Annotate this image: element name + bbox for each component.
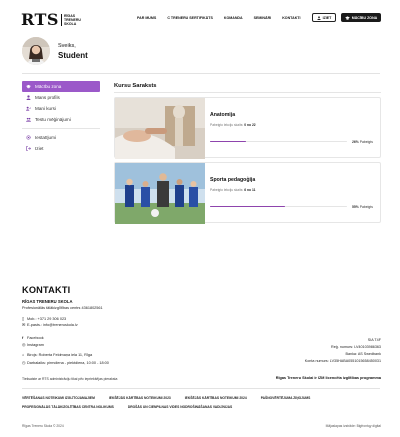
progress-text: [352, 205, 373, 209]
footer-links-row-1: [22, 396, 310, 400]
progress-bar: [210, 141, 347, 142]
footer-link[interactable]: VĒRTĒŠANAS NOTEIKUMI IZGLĪTOJAMAJIEM: [22, 396, 95, 400]
footer-address: [22, 353, 92, 357]
location-icon: ⌂: [22, 353, 25, 357]
progress-value: 55%: [352, 204, 359, 209]
divider: [22, 73, 380, 74]
instagram-icon: ◎: [22, 343, 26, 347]
course-title: Anatomija: [210, 112, 236, 118]
divider: [114, 92, 381, 93]
footer-hours: [22, 360, 109, 365]
graduation-cap-icon: [26, 84, 31, 89]
nav-kontakti[interactable]: KONTAKTI: [282, 16, 301, 20]
sidebar-item-label: Iestatījumi: [35, 134, 56, 140]
nav-komanda[interactable]: KOMANDA: [223, 16, 243, 20]
facebook-icon: f: [22, 336, 24, 340]
gear-icon: [26, 135, 31, 140]
progress-fill: [210, 206, 285, 207]
footer-note: Tiešsaiste ar RTS administrāciju tikai pēc iepriekšējas pieraksta: [22, 377, 118, 381]
footer-bank: Banka: AS Swedbank: [345, 352, 381, 356]
lecture-count-value: 6 no 11: [244, 188, 256, 192]
footer-link[interactable]: PROFESIONĀLĀS TĀLĀKIZGLĪTĪBAS CENTRA NOLIKUMS: [22, 405, 114, 409]
graduation-cap-icon: [345, 16, 350, 20]
nav-sertifikats[interactable]: C TRENERU SERTIFIKĀTS: [167, 16, 213, 20]
footer-title: KONTAKTI: [22, 285, 71, 295]
users-icon: [26, 117, 31, 122]
user-name: Student: [58, 51, 88, 60]
greeting: Sveiks,: [58, 43, 76, 49]
user-check-icon: [26, 106, 31, 111]
sidebar-item-courses[interactable]: [22, 103, 100, 114]
nav-seminari[interactable]: SEMINĀRI: [253, 16, 272, 20]
sidebar-item-test-attempts[interactable]: [22, 114, 100, 125]
sidebar-item-logout[interactable]: [22, 143, 100, 154]
course-image-anatomija: [115, 98, 205, 159]
course-card-anatomija[interactable]: [114, 97, 381, 158]
footer-email[interactable]: [22, 322, 78, 327]
avatar-image: [22, 37, 50, 65]
footer-org-name: RĪGAS TRENERU SKOLA: [22, 299, 73, 304]
sidebar: [22, 81, 100, 154]
clock-icon: ◷: [22, 361, 26, 365]
logo-text: RTS: [21, 10, 59, 29]
user-icon: [26, 95, 31, 100]
mail-icon: ✉: [22, 323, 26, 327]
sidebar-item-label: Mans profils: [35, 95, 60, 100]
phone-icon: ▯: [22, 317, 25, 321]
footer-link[interactable]: IEKŠĒJĀS KĀRTĪBAS NOTEIKUMI 2024: [184, 396, 247, 400]
lecture-count-label: Pabeigto lekciju skaits:: [210, 188, 244, 192]
sidebar-item-label: Mācību zona: [35, 84, 62, 89]
progress-label: Pabeigts: [359, 204, 373, 209]
learning-zone-button[interactable]: [341, 13, 381, 22]
progress-label: Pabeigts: [359, 139, 373, 144]
footer-link[interactable]: DROŠĀS UN CIENPILNAS VIDES NODROŠINĀŠANAS VADLĪNIJAS: [127, 405, 233, 409]
sidebar-item-label: Iziet: [35, 145, 44, 151]
footer-reg-number: Reģ. numurs: LV40103986363: [331, 345, 381, 349]
logo-subtext: RĪGAS TRENERU SKOLA: [61, 14, 81, 26]
sidebar-item-label: Testu mēģinājumi: [35, 117, 71, 122]
page-title: Kursu Saraksts: [114, 83, 157, 89]
course-lecture-count: [210, 188, 255, 192]
sidebar-item-settings[interactable]: [22, 132, 100, 143]
main-nav: [137, 16, 301, 20]
exit-label: IZIET: [322, 15, 332, 20]
user-icon: [317, 16, 321, 20]
progress-text: [352, 140, 373, 144]
developer-credit[interactable]: Mājaslapas izstrāde: Bigfrontqy digital: [325, 424, 381, 428]
learning-zone-label: MĀCĪBU ZONA: [351, 15, 378, 20]
course-card-sporta-pedagogija[interactable]: [114, 162, 381, 223]
address-text: Birojs: Roberta Feldmaņa iela 11, Rīga: [27, 353, 93, 357]
footer-instagram-link[interactable]: [22, 342, 44, 347]
sidebar-item-profile[interactable]: [22, 92, 100, 103]
footer-link[interactable]: IEKŠĒJĀS KĀRTĪBAS NOTEIKUMI 2023: [108, 396, 171, 400]
hours-text: Darbalaiks: pirmdiena - piektdiena, 10:00 - 18:00: [27, 361, 109, 365]
instagram-text: Instagram: [27, 343, 44, 347]
course-lecture-count: [210, 123, 256, 127]
sidebar-item-learning-zone[interactable]: [22, 81, 100, 92]
lecture-count-label: Pabeigto lekciju skaits:: [210, 123, 244, 127]
divider: [22, 388, 380, 389]
progress-value: 26%: [352, 139, 359, 144]
progress-fill: [210, 141, 246, 142]
course-image-sporta-pedagogija: [115, 163, 205, 224]
logout-icon: [26, 146, 31, 151]
footer-phone[interactable]: [22, 316, 66, 321]
exit-button[interactable]: [312, 13, 336, 22]
footer-facebook-link[interactable]: [22, 336, 44, 340]
footer-program-license: Rīgas Treneru Skolai ir IZM licencēta izglītības programma: [275, 376, 381, 380]
avatar[interactable]: [22, 37, 50, 65]
email-text: E-pasts.: info@treneruskola.lv: [27, 323, 78, 327]
copyright: Rīgas Treneru Skola © 2024: [22, 424, 64, 428]
sidebar-divider: [22, 128, 100, 129]
phone-text: Mob.: +371 29 306 023: [27, 317, 67, 321]
facebook-text: Facebook: [27, 336, 44, 340]
nav-par-mums[interactable]: PAR MUMS: [137, 16, 157, 20]
footer-company: SIA T4F: [367, 338, 381, 342]
course-title: Sporta pedagoģija: [210, 177, 256, 183]
site-logo[interactable]: [21, 10, 81, 29]
lecture-count-value: 0 no 22: [244, 123, 256, 127]
sidebar-item-label: Mani kursi: [35, 106, 56, 111]
footer-links-row-2: [22, 405, 232, 409]
progress-bar: [210, 206, 347, 207]
footer-link[interactable]: PAŠNOVĒRTĒJUMA ZIŅOJUMS: [260, 396, 311, 400]
footer-subtitle: Profesionālās tālākizglītības centrs 4361802561: [22, 306, 103, 310]
footer-account: Konta numurs: LV35HABA0551015658450031: [304, 359, 381, 363]
